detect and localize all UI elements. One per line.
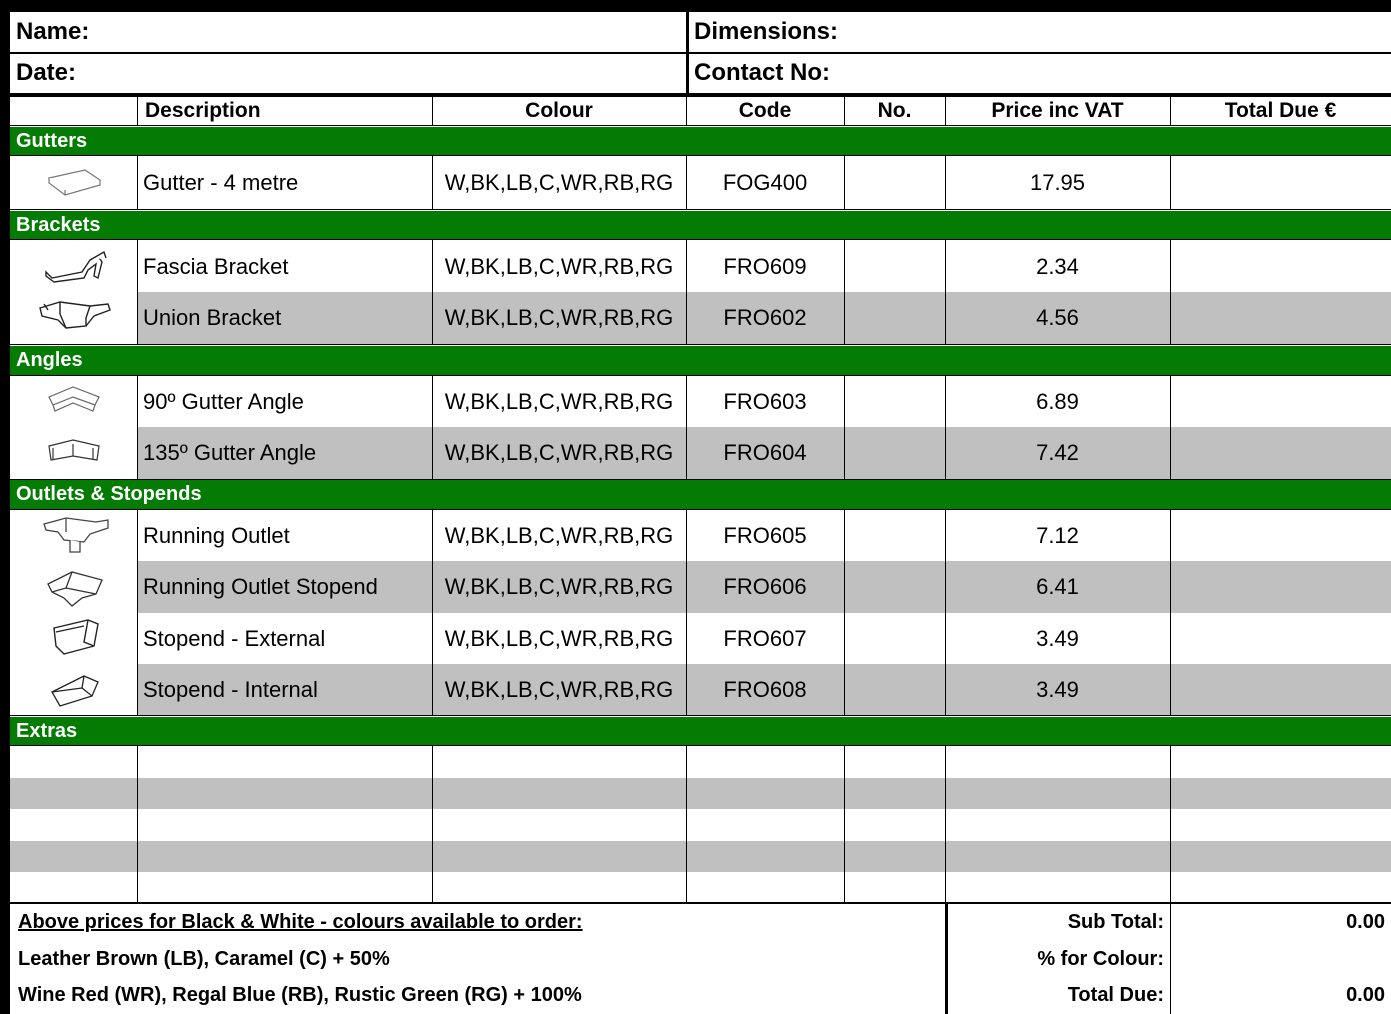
grid-border (10, 93, 1391, 97)
grid-line (1170, 904, 1171, 1014)
grid-line (432, 509, 433, 715)
item-description: Fascia Bracket (143, 253, 289, 279)
grid-line (10, 479, 1391, 480)
item-colour: W,BK,LB,C,WR,RB,RG (444, 522, 674, 548)
grid-line (686, 509, 687, 715)
item-colour: W,BK,LB,C,WR,RB,RG (444, 388, 674, 414)
subtotal-value: 0.00 (1346, 911, 1385, 933)
colour-note-line-2: Wine Red (WR), Regal Blue (RB), Rustic Green (RG) + 100% (18, 984, 582, 1006)
item-description: Running Outlet (143, 522, 290, 548)
item-price: 2.34 (1036, 253, 1079, 279)
running-outlet-icon (40, 514, 112, 556)
grid-border (10, 52, 1391, 54)
item-price: 3.49 (1036, 676, 1079, 702)
grid-border (10, 902, 1391, 904)
item-description: Running Outlet Stopend (143, 574, 378, 599)
grid-line (1170, 155, 1171, 209)
section-outlets-stopends: Outlets & Stopends (10, 480, 1391, 509)
grid-line (10, 715, 1391, 716)
grid-line (10, 344, 1391, 345)
item-description: 90º Gutter Angle (143, 388, 304, 414)
item-price: 17.95 (1029, 170, 1086, 195)
grid-line (945, 239, 946, 344)
grid-line (10, 155, 1391, 156)
description-column-header: Description (145, 98, 261, 122)
grid-line (10, 509, 1391, 510)
grid-line (844, 745, 845, 902)
grid-line (844, 239, 845, 344)
item-code: FRO609 (723, 253, 807, 279)
item-code: FOG400 (722, 170, 808, 195)
grid-line (10, 239, 1391, 240)
item-price: 6.89 (1036, 388, 1079, 414)
grid-line (945, 375, 946, 479)
item-colour: W,BK,LB,C,WR,RB,RG (444, 574, 674, 599)
grid-line (432, 375, 433, 479)
item-description: Union Bracket (143, 305, 282, 330)
grid-line (844, 97, 845, 125)
stopend-external-icon (48, 616, 104, 660)
item-code: FRO602 (723, 305, 807, 330)
grid-line (1170, 745, 1171, 902)
grid-line (137, 97, 138, 125)
gutter-angle-90-icon (45, 383, 103, 415)
grid-line (1170, 375, 1171, 479)
item-code: FRO604 (723, 440, 807, 465)
grid-border (0, 0, 1391, 12)
grid-line (137, 509, 138, 715)
no-column-header: No. (877, 98, 912, 122)
grid-line (945, 97, 946, 125)
item-code: FRO607 (723, 625, 807, 651)
section-angles: Angles (10, 346, 1391, 375)
grid-line (945, 745, 946, 902)
grid-line (844, 155, 845, 209)
grid-line (10, 375, 1391, 376)
dimensions-label: Dimensions: (694, 18, 839, 45)
name-label: Name: (16, 18, 90, 45)
item-colour: W,BK,LB,C,WR,RB,RG (444, 440, 674, 465)
item-description: 135º Gutter Angle (143, 440, 317, 465)
price-column-header: Price inc VAT (991, 98, 1124, 122)
grid-line (10, 209, 1391, 210)
grid-line (945, 155, 946, 209)
grid-border (0, 0, 10, 1014)
grid-line (1170, 97, 1171, 125)
contact-no-label: Contact No: (694, 59, 830, 86)
total-due-value: 0.00 (1346, 984, 1385, 1006)
grid-line (10, 745, 1391, 746)
total-due-label: Total Due: (1067, 984, 1164, 1006)
colour-note-title: Above prices for Black & White - colours available to order: (18, 911, 583, 933)
grid-border (945, 902, 948, 1014)
colour-note-line-1: Leather Brown (LB), Caramel (C) + 50% (18, 947, 390, 970)
section-brackets: Brackets (10, 211, 1391, 239)
grid-line (844, 375, 845, 479)
item-colour: W,BK,LB,C,WR,RB,RG (444, 170, 674, 195)
item-colour: W,BK,LB,C,WR,RB,RG (444, 305, 674, 330)
grid-line (686, 375, 687, 479)
item-description: Gutter - 4 metre (143, 170, 299, 195)
section-extras: Extras (10, 717, 1391, 745)
item-code: FRO603 (723, 388, 807, 414)
item-colour: W,BK,LB,C,WR,RB,RG (444, 676, 674, 702)
total-due-column-header: Total Due € (1224, 98, 1337, 122)
item-description: Stopend - Internal (143, 676, 318, 702)
item-price: 6.41 (1036, 574, 1079, 599)
grid-line (686, 155, 687, 209)
section-gutters: Gutters (10, 127, 1391, 155)
grid-line (1170, 239, 1171, 344)
item-code: FRO608 (723, 676, 807, 702)
item-price: 7.12 (1036, 522, 1079, 548)
item-colour: W,BK,LB,C,WR,RB,RG (444, 253, 674, 279)
grid-line (137, 239, 138, 344)
item-price: 7.42 (1036, 440, 1079, 465)
item-colour: W,BK,LB,C,WR,RB,RG (444, 625, 674, 651)
grid-line (945, 509, 946, 715)
grid-line (844, 509, 845, 715)
date-label: Date: (16, 59, 77, 86)
grid-line (432, 97, 433, 125)
subtotal-label: Sub Total: (1067, 911, 1164, 933)
fascia-bracket-icon (42, 248, 110, 286)
item-price: 3.49 (1036, 625, 1079, 651)
item-price: 4.56 (1036, 305, 1079, 330)
colour-column-header: Colour (525, 98, 593, 122)
grid-line (10, 125, 1391, 126)
item-code: FRO606 (723, 574, 807, 599)
item-code: FRO605 (723, 522, 807, 548)
union-bracket-icon (36, 296, 114, 336)
stopend-internal-icon (48, 670, 104, 710)
running-outlet-stopend-icon (42, 566, 108, 608)
grid-line (137, 155, 138, 209)
grid-line (686, 745, 687, 902)
colour-percent-label: % for Colour: (1037, 947, 1164, 970)
grid-line (137, 745, 138, 902)
row-bg (10, 778, 1391, 809)
grid-line (686, 239, 687, 344)
item-description: Stopend - External (143, 625, 326, 651)
grid-line (432, 239, 433, 344)
gutter-angle-135-icon (45, 436, 103, 468)
grid-line (432, 155, 433, 209)
row-bg (10, 841, 1391, 872)
gutter-icon (45, 166, 105, 200)
code-column-header: Code (738, 98, 792, 122)
grid-line (1170, 509, 1171, 715)
grid-line (137, 375, 138, 479)
grid-line (432, 745, 433, 902)
grid-line (686, 97, 687, 125)
